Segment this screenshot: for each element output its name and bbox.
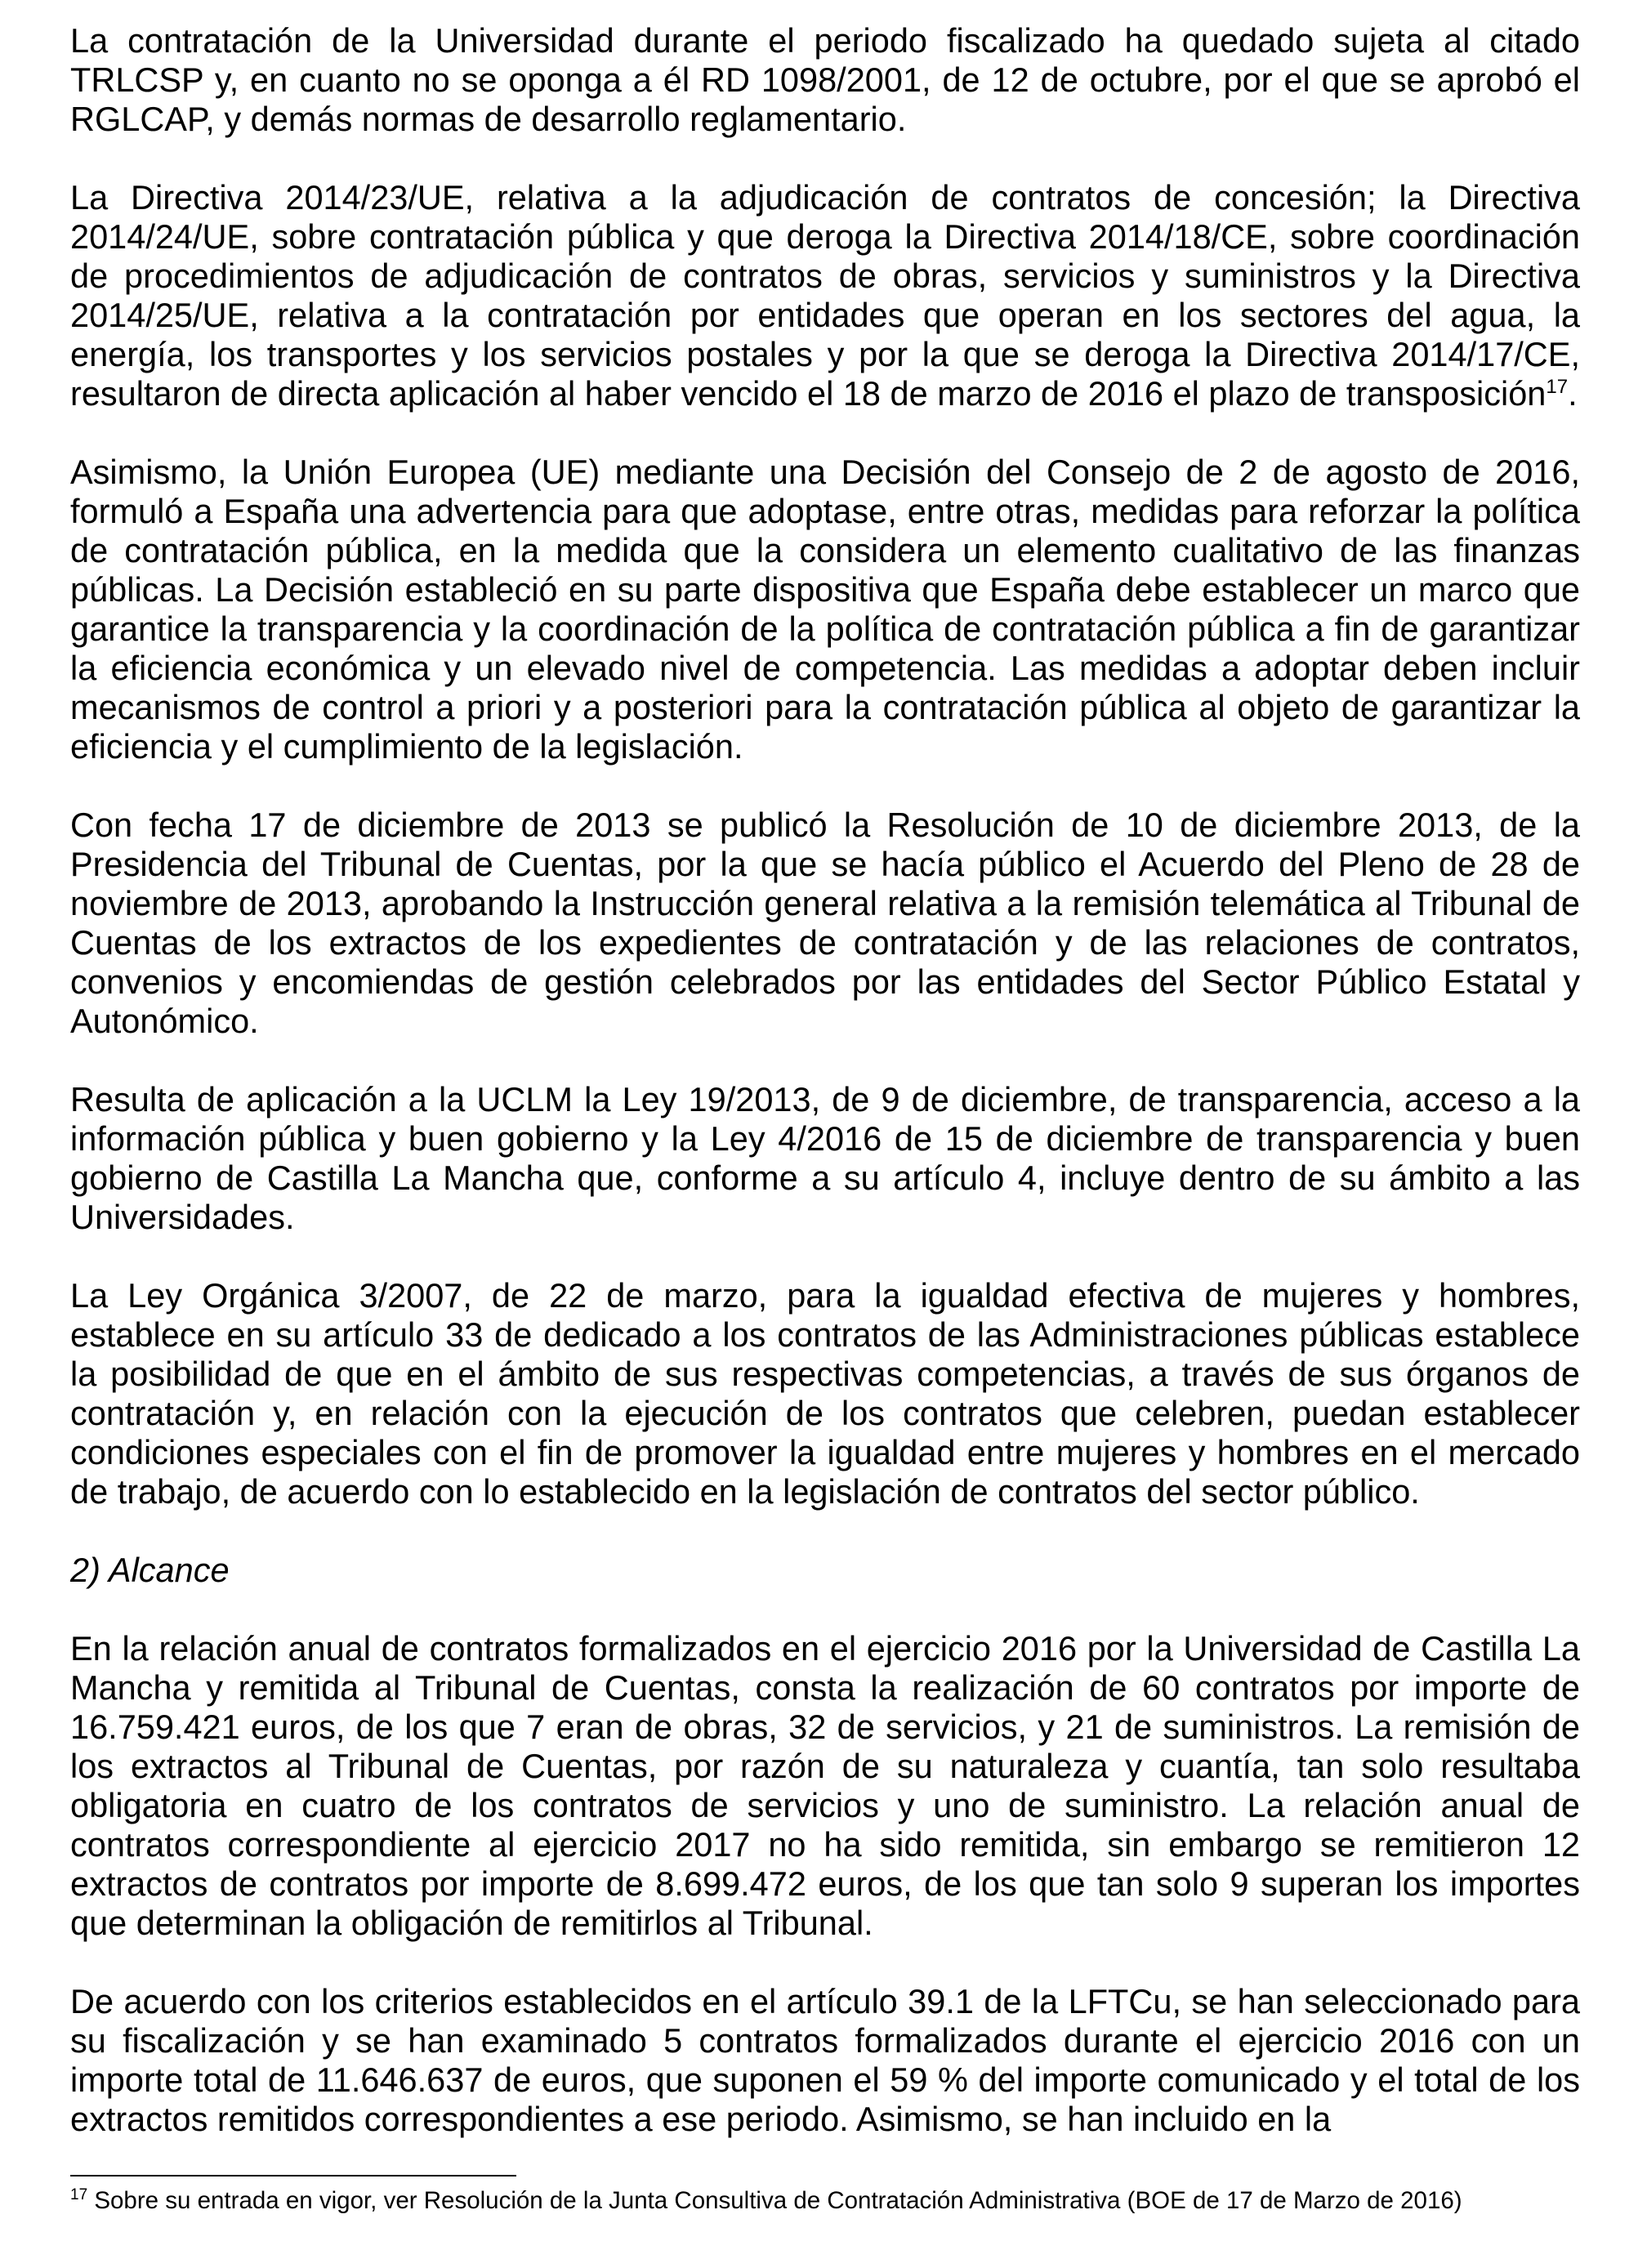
paragraph-transparency-law: Resulta de aplicación a la UCLM la Ley 19/2013, de 9 de diciembre, de transparencia, acceso a la información pública y buen gobierno y la Ley 4/2016 de 15 de diciembre de transparencia y buen gobierno de Castilla La Mancha que, conforme a su artículo 4, incluye dentro de su ámbito a las Universidades. xyxy=(70,1080,1580,1236)
paragraph-eu-council-decision: Asimismo, la Unión Europea (UE) mediante una Decisión del Consejo de 2 de agosto de 2016, formuló a España una advertencia para que adoptase, entre otras, medidas para reforzar la política de contratación pública, en la medida que la considera un elemento cualitativo de las finanzas públicas. La Decisión estableció en su parte dispositiva que España debe establecer un marco que garantice la transparencia y la coordinación de la política de contratación pública a fin de garantizar la eficiencia económica y un elevado nivel de competencia. Las medidas a adoptar deben incluir mecanismos de control a priori y a posteriori para la contratación pública al objeto de garantizar la eficiencia y el cumplimiento de la legislación. xyxy=(70,453,1580,766)
paragraph-eu-directives xyxy=(70,178,1580,413)
footnote-reference: 17 xyxy=(1546,376,1569,399)
footnote-separator xyxy=(70,2175,516,2176)
document-page xyxy=(70,21,1580,2178)
section-heading-alcance: 2) Alcance xyxy=(70,1551,230,1589)
footnote-reference-trailing: . xyxy=(1568,374,1578,413)
paragraph-eu-directives-text: La Directiva 2014/23/UE, relativa a la adjudicación de contratos de concesión; la Directiva 2014/24/UE, sobre contratación pública y que deroga la Directiva 2014/18/CE, sobre coordinación de procedimientos de adjudicación de contratos de obras, servicios y suministros y la Directiva 2014/25/UE, relativa a la contratación por entidades que operan en los sectores del agua, la energía, los transportes y los servicios postales y por la que se deroga la Directiva 2014/17/CE, resultaron de directa aplicación al haber vencido el 18 de marzo de 2016 el plazo de transposición xyxy=(70,178,1580,413)
paragraph-equality-law: La Ley Orgánica 3/2007, de 22 de marzo, para la igualdad efectiva de mujeres y hombres, establece en su artículo 33 de dedicado a los contratos de las Administraciones públicas establece la posibilidad de que en el ámbito de sus respectivas competencias, a través de sus órganos de contratación y, en relación con la ejecución de los contratos que celebren, puedan establecer condiciones especiales con el fin de promover la igualdad entre mujeres y hombres en el mercado de trabajo, de acuerdo con lo establecido en la legislación de contratos del sector público. xyxy=(70,1276,1580,1511)
paragraph-legal-framework: La contratación de la Universidad durante el periodo fiscalizado ha quedado sujeta al citado TRLCSP y, en cuanto no se oponga a él RD 1098/2001, de 12 de octubre, por el que se aprobó el RGLCAP, y demás normas de desarrollo reglamentario. xyxy=(70,21,1580,138)
paragraph-tribunal-resolution: Con fecha 17 de diciembre de 2013 se publicó la Resolución de 10 de diciembre 2013, de la Presidencia del Tribunal de Cuentas, por la que se hacía público el Acuerdo del Pleno de 28 de noviembre de 2013, aprobando la Instrucción general relativa a la remisión telemática al Tribunal de Cuentas de los extractos de los expedientes de contratación y de las relaciones de contratos, convenios y encomiendas de gestión celebrados por las entidades del Sector Público Estatal y Autonómico. xyxy=(70,806,1580,1040)
paragraph-selection-criteria: De acuerdo con los criterios establecidos en el artículo 39.1 de la LFTCu, se han seleccionado para su fiscalización y se han examinado 5 contratos formalizados durante el ejercicio 2016 con un importe total de 11.646.637 de euros, que suponen el 59 % del importe comunicado y el total de los extractos remitidos correspondientes a ese periodo. Asimismo, se han incluido en la xyxy=(70,1982,1580,2138)
footnote-number: 17 xyxy=(70,2186,88,2204)
footnote-text: Sobre su entrada en vigor, ver Resolución de la Junta Consultiva de Contratación Administrativa (BOE de 17 de Marzo de 2016) xyxy=(87,2187,1462,2214)
paragraph-annual-contracts: En la relación anual de contratos formalizados en el ejercicio 2016 por la Universidad de Castilla La Mancha y remitida al Tribunal de Cuentas, consta la realización de 60 contratos por importe de 16.759.421 euros, de los que 7 eran de obras, 32 de servicios, y 21 de suministros. La remisión de los extractos al Tribunal de Cuentas, por razón de su naturaleza y cuantía, tan solo resultaba obligatoria en cuatro de los contratos de servicios y uno de suministro. La relación anual de contratos correspondiente al ejercicio 2017 no ha sido remitida, sin embargo se remitieron 12 extractos de contratos por importe de 8.699.472 euros, de los que tan solo 9 superan los importes que determinan la obligación de remitirlos al Tribunal. xyxy=(70,1629,1580,1942)
footnote xyxy=(70,2186,1580,2216)
